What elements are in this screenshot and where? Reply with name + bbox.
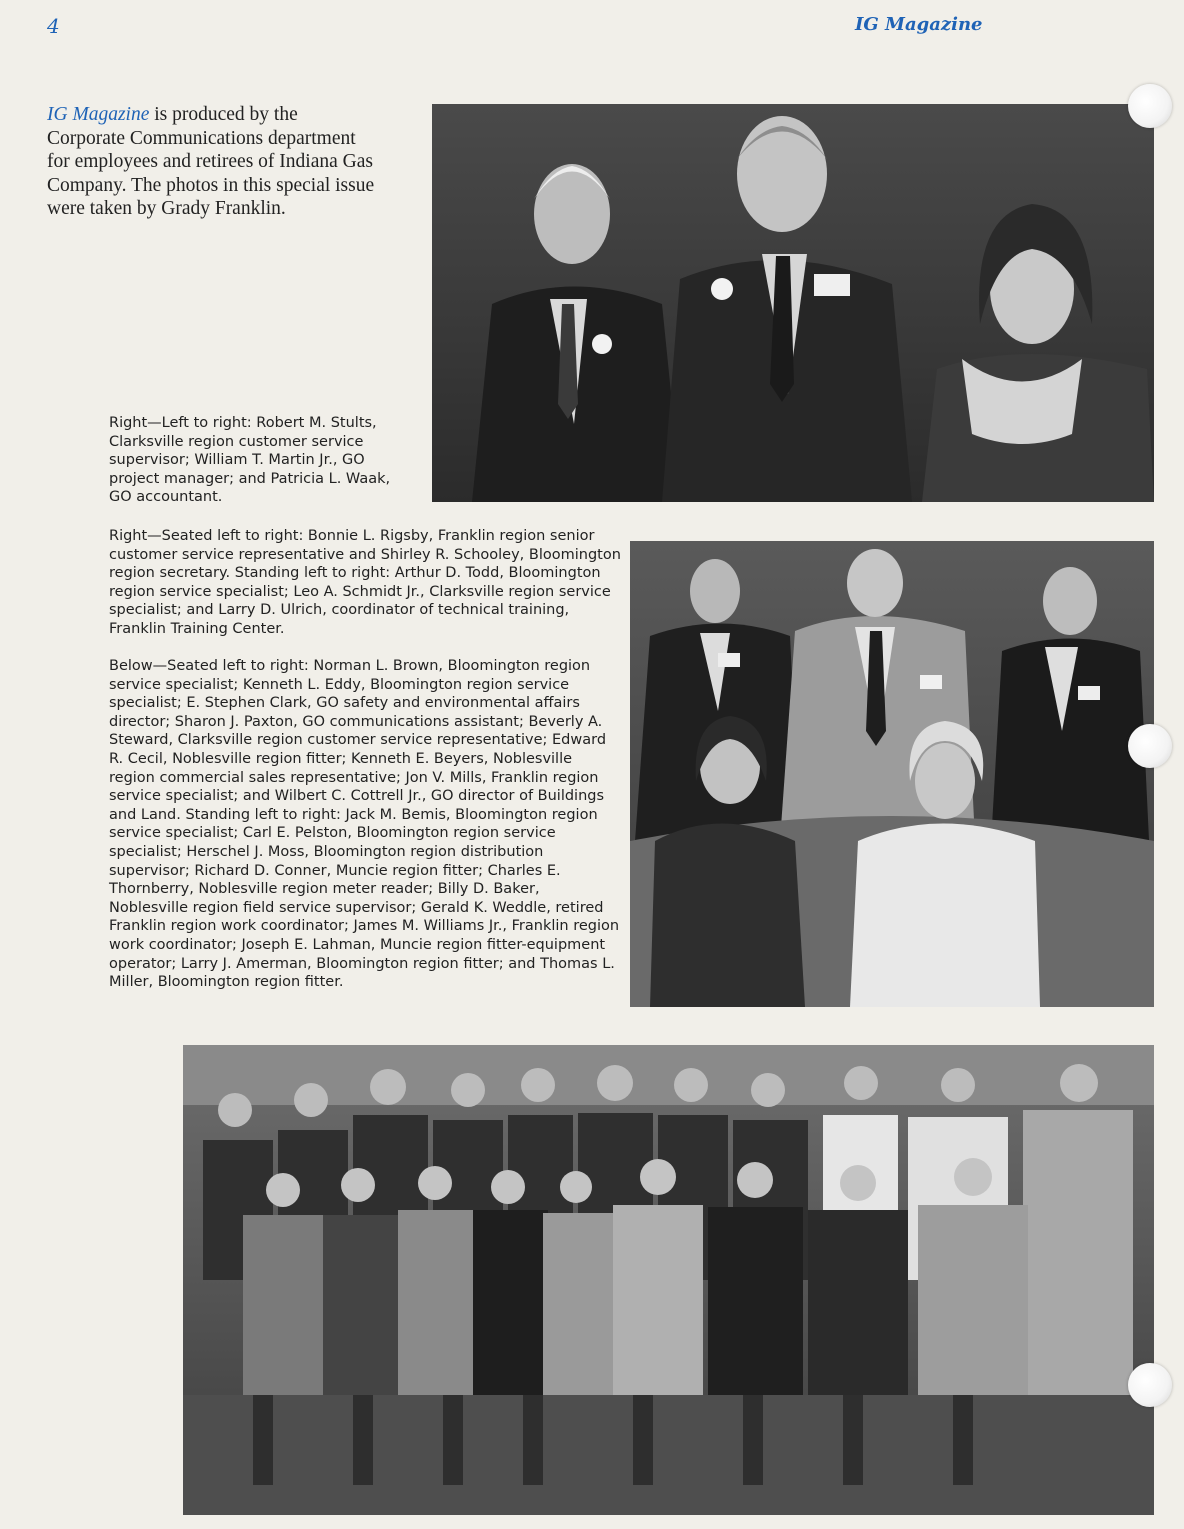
intro-text: is produced by the Corporate Communications department for employees and retirees of Indiana Gas Company. The photos in this special issue were taken by Grady Franklin. [47,104,375,219]
caption-second-photo: Right—Seated left to right: Bonnie L. Rigsby, Franklin region senior customer service representative and Shirley R. Schooley, Bloomington region secretary. Standing left to right: Arthur D. Todd, Bloomington region service specialist; Leo A. Schmidt Jr., Clarksville region service specialist; and Larry D. Ulrich, coordinator of technical training, Franklin Training Center. [109,528,621,637]
caption-group-photo: Below—Seated left to right: Norman L. Brown, Bloomington region service specialist; Kenneth L. Eddy, Bloomington region service specialist; E. Stephen Clark, GO safety and environmental affairs director; Sharon J. Paxton, GO communications assistant; Beverly A. Steward, Clarksville region customer service representative; Edward R. Cecil, Noblesville region fitter; Kenneth E. Beyers, Noblesville region commercial sales representative; Jon V. Mills, Franklin region service specialist; and Wilbert C. Cottrell Jr., GO director of Buildings and Land. Standing left to right: Jack M. Bemis, Bloomington region service specialist; Carl E. Pelston, Bloomington region service specialist; Herschel J. Moss, Bloomington region distribution supervisor; Richard D. Conner, Muncie region fitter; Charles E. Thornberry, Noblesville region meter reader; Billy D. Baker, Noblesville region field service supervisor; Gerald K. Weddle, retired Franklin region work coordinator; James M. Williams Jr., Franklin region work coordinator; Joseph E. Lahman, Muncie region fitter-equipment operator; Larry J. Amerman, Bloomington region fitter; and Thomas L. Miller, Bloomington region fitter. [109,658,620,991]
photo-group-honorees-image [183,1045,1154,1515]
intro-paragraph [47,103,377,221]
page-number: 4 [47,14,60,38]
caption-first-photo: Right—Left to right: Robert M. Stults, Clarksville region customer service supervisor; William T. Martin Jr., GO project manager; and Patricia L. Waak, GO accountant. [109,415,391,506]
photo-three-honorees-image [432,104,1154,502]
photo-three-honorees [432,104,1154,502]
intro-magazine-name: IG Magazine [47,104,150,125]
binder-hole-middle [1128,724,1172,768]
binder-hole-top [1128,84,1172,128]
photo-group-honorees [183,1045,1154,1515]
running-head: IG Magazine [855,14,983,35]
photo-five-honorees [630,541,1154,1007]
photo-five-honorees-image [630,541,1154,1007]
binder-hole-bottom [1128,1363,1172,1407]
